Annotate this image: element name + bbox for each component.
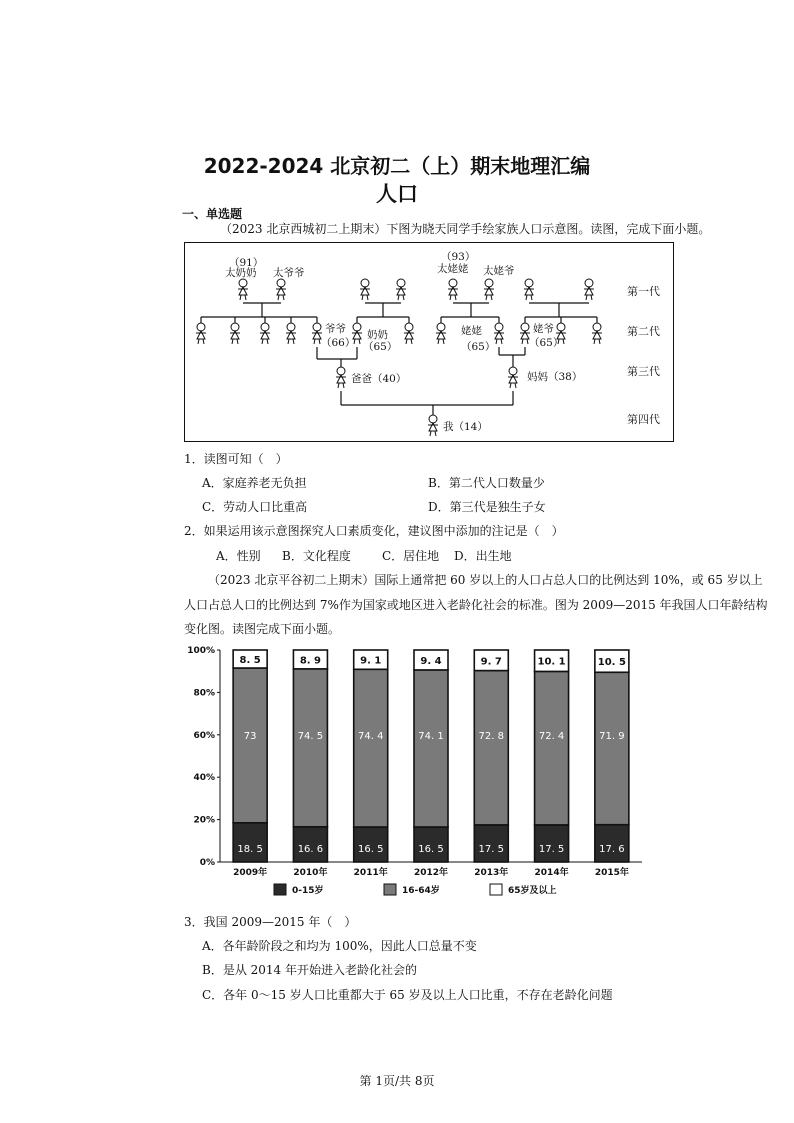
- section-heading: 一、单选题: [182, 207, 243, 221]
- legend-swatch: [274, 884, 286, 895]
- data-label: 10. 1: [537, 656, 566, 668]
- laoye-age: （65）: [529, 337, 564, 349]
- y-tick-label: 80%: [193, 688, 215, 699]
- page-number: 第 1页/共 8页: [359, 1074, 435, 1088]
- data-label: 17. 5: [538, 844, 565, 855]
- x-tick-label: 2013年: [474, 868, 509, 878]
- data-label: 9. 7: [480, 656, 502, 668]
- data-label: 10. 5: [597, 657, 626, 669]
- tailaolao-age: （93）: [441, 251, 476, 263]
- taiyeye-label: 太爷爷: [273, 267, 305, 279]
- document-subtitle: 人口: [376, 182, 418, 206]
- y-tick-label: 100%: [187, 646, 215, 656]
- laoye-label: 姥爷: [533, 323, 554, 335]
- data-label: 73: [243, 730, 257, 742]
- data-label: 9. 1: [360, 655, 382, 667]
- laolao-age: （65）: [461, 341, 496, 353]
- data-label: 17. 5: [478, 844, 505, 855]
- intro-paragraph-1: （2023 北京西城初二上期末）下图为晓天同学手绘家族人口示意图。读图，完成下面小题。: [220, 222, 711, 236]
- y-tick-label: 60%: [193, 730, 215, 741]
- data-label: 16. 5: [357, 844, 384, 855]
- me-label: 我（14）: [443, 421, 488, 433]
- family-tree-lines: [185, 243, 673, 441]
- question-1-option-b: B．第二代人口数量少: [428, 476, 545, 490]
- tainainai-label: 太奶奶: [225, 267, 257, 279]
- question-1-option-c: C．劳动人口比重高: [202, 500, 308, 514]
- document-title: 2022-2024 北京初二（上）期末地理汇编: [203, 154, 591, 178]
- bar-segment: [414, 670, 448, 827]
- tailaolao-label: 太姥姥: [437, 263, 469, 275]
- x-tick-label: 2014年: [534, 868, 569, 878]
- nainai-label: 奶奶: [367, 329, 388, 341]
- data-label: 16. 6: [297, 844, 324, 855]
- data-label: 74. 1: [418, 730, 444, 742]
- bar-segment: [474, 671, 508, 825]
- generation-4-label: 第四代: [627, 413, 660, 426]
- data-label: 16. 5: [418, 844, 444, 855]
- x-tick-label: 2009年: [233, 868, 268, 878]
- mama-label: 妈妈（38）: [527, 371, 583, 383]
- y-tick-label: 20%: [193, 815, 215, 826]
- legend-swatch: [490, 884, 502, 895]
- data-label: 72. 8: [478, 730, 505, 742]
- intro-2-line-1: （2023 北京平谷初二上期末）国际上通常把 60 岁以上的人口占总人口的比例达到 10%，或 65 岁以上: [208, 573, 763, 587]
- x-tick-label: 2010年: [293, 868, 328, 878]
- question-2-option-d: D．出生地: [454, 549, 512, 563]
- data-label: 18. 5: [237, 844, 263, 855]
- bar-segment: [595, 672, 629, 824]
- generation-1-label: 第一代: [627, 285, 660, 298]
- question-2-stem: 2．如果运用该示意图探究人口素质变化，建议图中添加的注记是（ ）: [184, 524, 564, 538]
- question-1-option-d: D．第三代是独生子女: [428, 500, 546, 514]
- data-label: 72. 4: [538, 730, 565, 742]
- question-2-option-c: C．居住地: [382, 549, 440, 563]
- bar-segment: [233, 668, 267, 823]
- question-1-stem: 1．读图可知（ ）: [184, 452, 288, 466]
- x-tick-label: 2012年: [413, 868, 449, 878]
- bar-segment: [293, 669, 327, 827]
- legend-swatch: [384, 884, 396, 895]
- bar-segment: [354, 669, 388, 827]
- yeye-label: 爷爷: [325, 323, 346, 335]
- question-3-option-c: C．各年 0～15 岁人口比重都大于 65 岁及以上人口比重，不存在老龄化问题: [202, 988, 613, 1002]
- family-diagram: [184, 242, 674, 442]
- y-tick-label: 0%: [199, 858, 215, 868]
- generation-3-label: 第三代: [627, 365, 660, 378]
- data-label: 74. 4: [357, 730, 384, 742]
- legend-label: 65岁及以上: [508, 886, 557, 896]
- data-label: 9. 4: [420, 655, 442, 667]
- question-3-option-a: A．各年龄阶段之和均为 100%，因此人口总量不变: [202, 939, 477, 953]
- data-label: 71. 9: [599, 730, 625, 742]
- laolao-label: 姥姥: [461, 325, 482, 337]
- x-tick-label: 2015年: [594, 868, 629, 878]
- bar-segment: [233, 823, 267, 862]
- legend-label: 0-15岁: [292, 886, 324, 896]
- question-2-option-a: A．性别: [216, 549, 261, 563]
- baba-label: 爸爸（40）: [351, 373, 407, 385]
- intro-2-line-3: 变化图。读图完成下面小题。: [184, 622, 341, 636]
- question-3-option-b: B．是从 2014 年开始进入老龄化社会的: [202, 963, 417, 977]
- intro-2-line-2: 人口占总人口的比例达到 7%作为国家或地区进入老龄化社会的标准。图为 2009—2015 年我国人口年龄结构: [184, 598, 768, 612]
- age-structure-chart: [186, 640, 646, 902]
- data-label: 74. 5: [297, 730, 324, 742]
- data-label: 8. 5: [239, 655, 261, 667]
- legend-label: 16-64岁: [402, 886, 440, 896]
- question-3-stem: 3．我国 2009—2015 年（ ）: [184, 915, 357, 929]
- bar-segment: [535, 671, 569, 824]
- x-tick-label: 2011年: [353, 868, 388, 878]
- tainainai-age: （91）: [229, 257, 264, 269]
- generation-2-label: 第二代: [627, 325, 660, 338]
- question-1-option-a: A．家庭养老无负担: [202, 476, 307, 490]
- yeye-age: （66）: [321, 337, 356, 349]
- question-2-option-b: B．文化程度: [282, 549, 351, 563]
- y-tick-label: 40%: [193, 773, 215, 784]
- data-label: 17. 6: [599, 844, 625, 855]
- nainai-age: （65）: [363, 341, 398, 353]
- data-label: 8. 9: [299, 655, 322, 667]
- tailaoye-label: 太姥爷: [483, 265, 515, 277]
